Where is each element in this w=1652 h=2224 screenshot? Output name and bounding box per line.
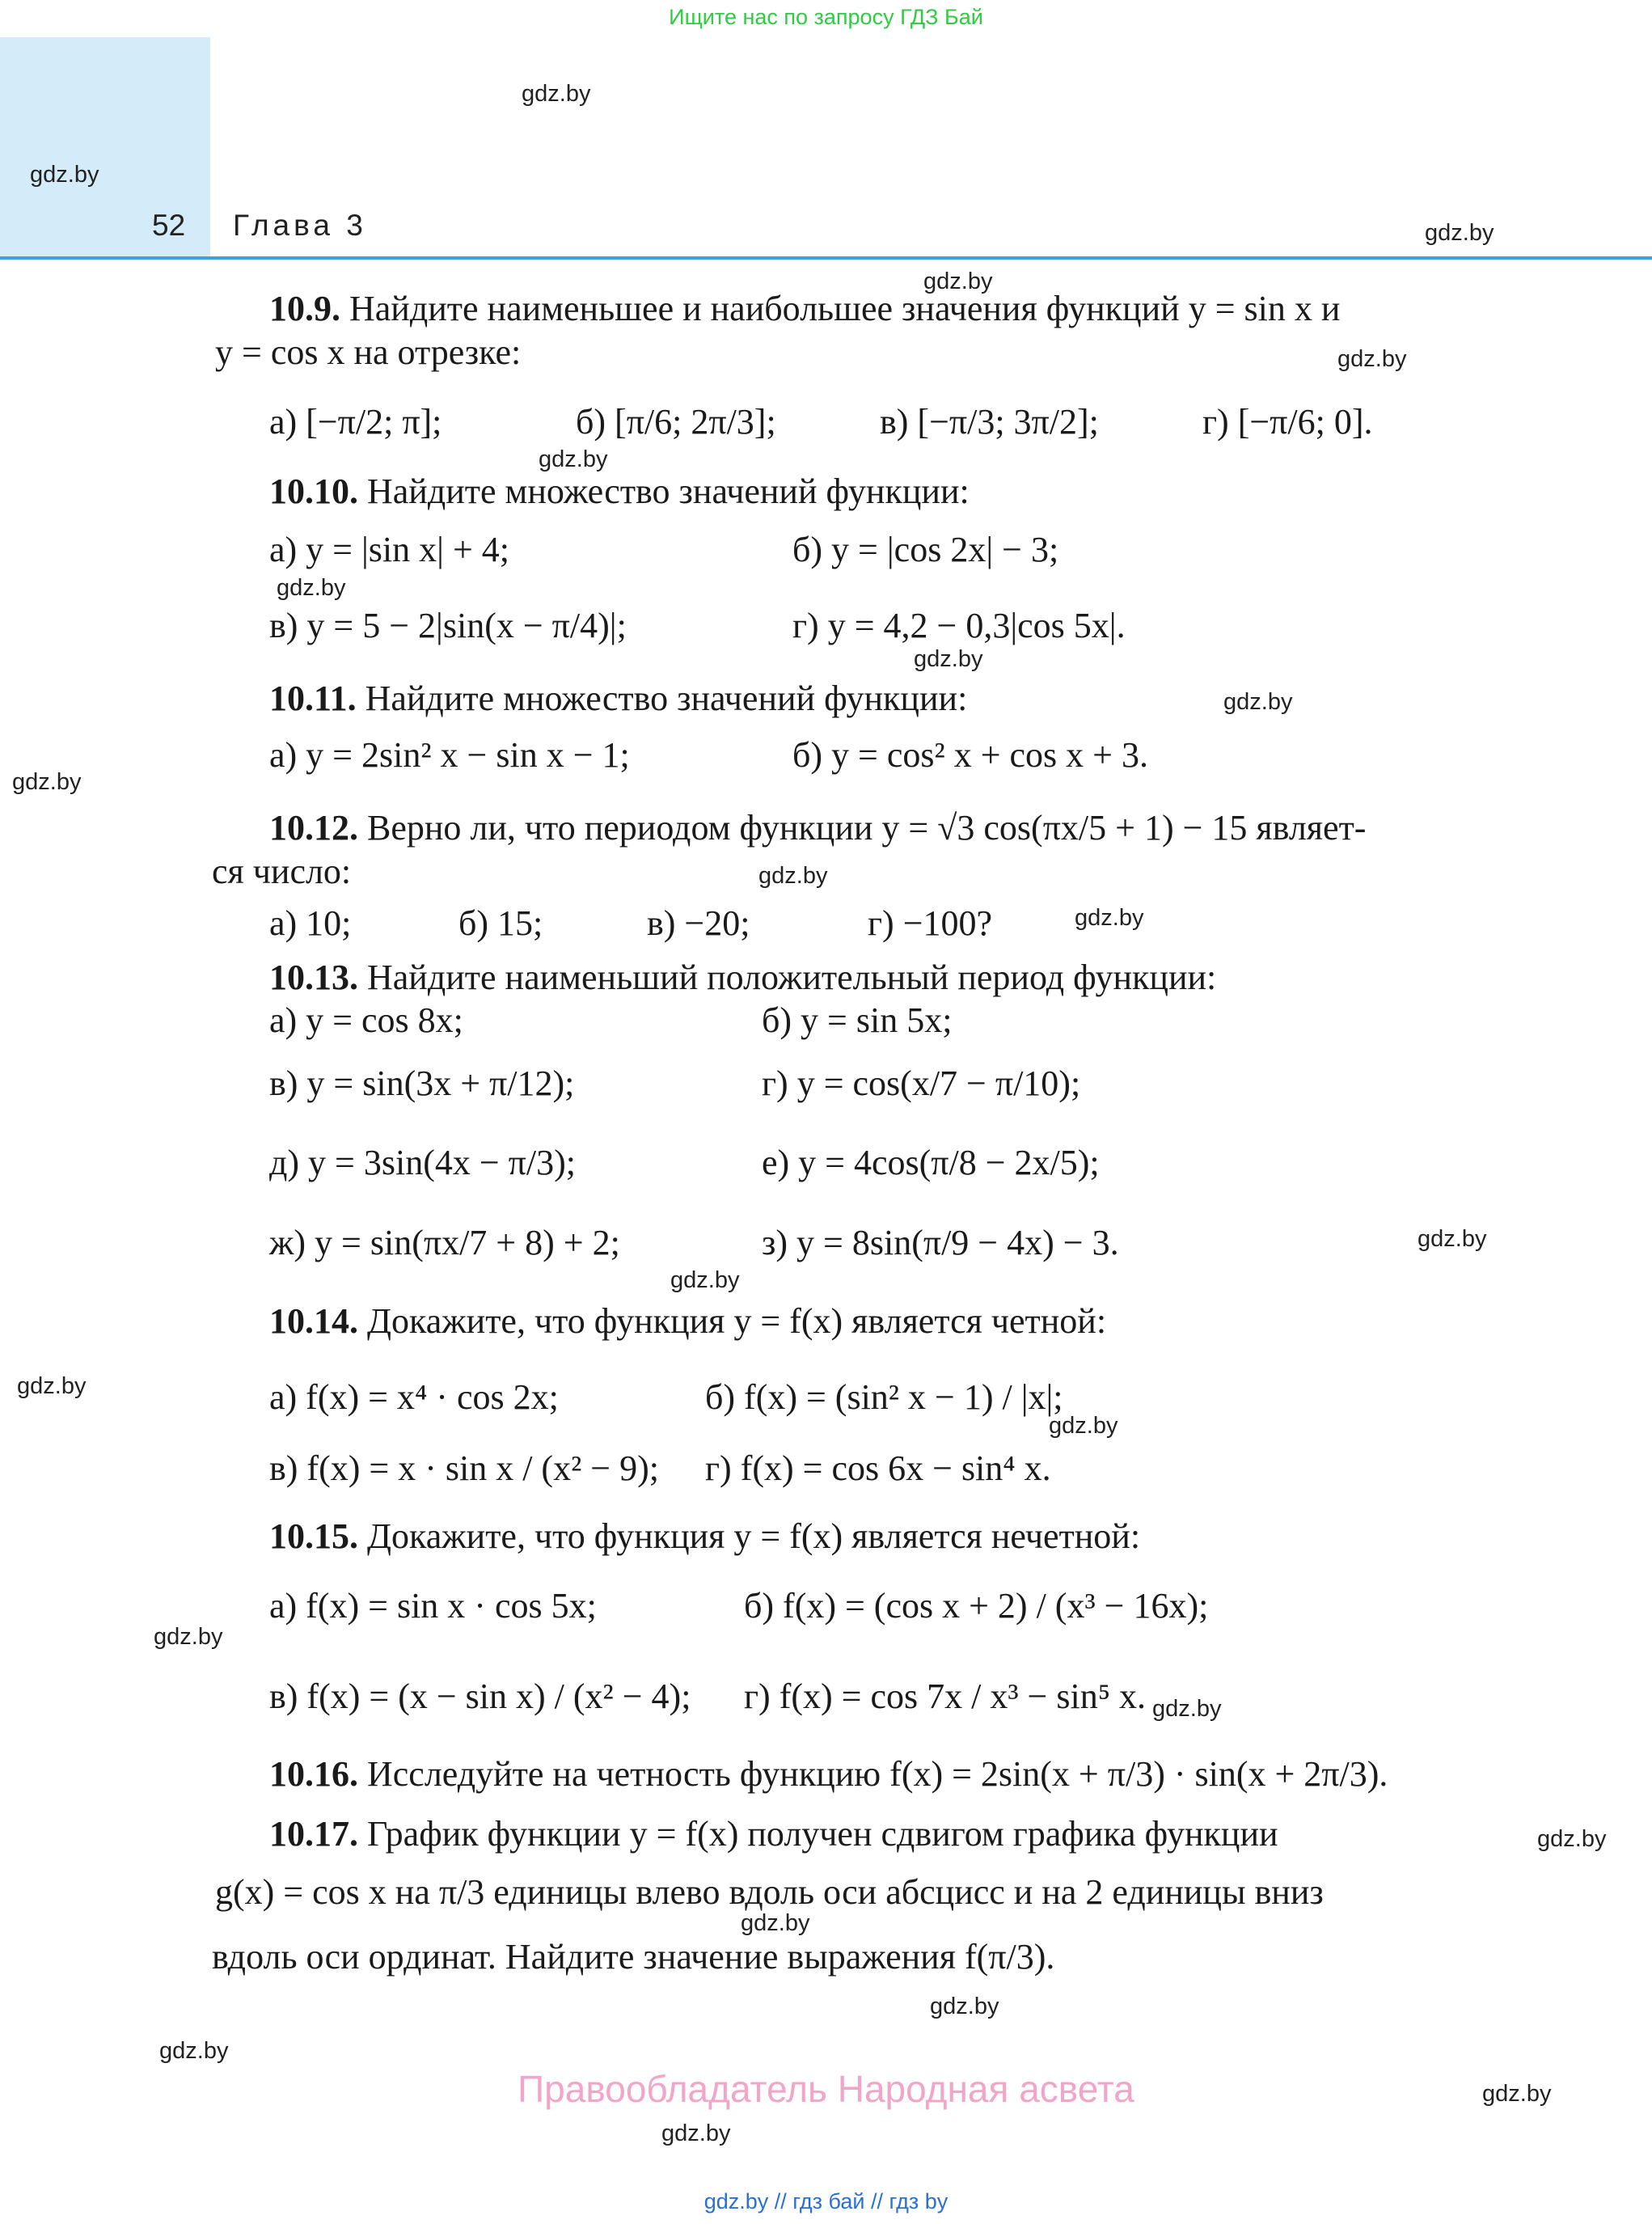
- problem-text: Исследуйте на четность функцию f(x) = 2sin(x + π/3) · sin(x + 2π/3).: [367, 1754, 1388, 1794]
- problem-10-17-line3: вдоль оси ординат. Найдите значение выражения f(π/3).: [212, 1937, 1055, 1977]
- problem-text: Найдите множество значений функции:: [367, 471, 970, 511]
- problem-10-16-line1: [269, 1754, 1388, 1794]
- problem-10-13-item-g: ж) y = sin(πx/7 + 8) + 2;: [269, 1223, 620, 1262]
- problem-10-12-line2: ся число:: [212, 852, 352, 891]
- watermark: gdz.by: [1425, 220, 1494, 246]
- watermark: gdz.by: [914, 646, 983, 672]
- problem-10-12-line1: [269, 810, 1366, 846]
- problem-text: Верно ли, что периодом функции y = √3 cos(πx/5 + 1) − 15 являет-: [367, 808, 1367, 848]
- problem-10-12-item-a: а) 10;: [269, 903, 352, 943]
- problem-10-12-item-d: г) −100?: [868, 903, 993, 943]
- problem-10-15-item-c: в) f(x) = (x − sin x) / (x² − 4);: [269, 1676, 691, 1716]
- problem-10-10-item-c: в) y = 5 − 2|sin(x − π/4)|;: [269, 606, 627, 645]
- problem-10-14-item-b: б) f(x) = (sin² x − 1) / |x|;: [705, 1377, 1063, 1417]
- problem-10-9-item-a: а) [−π/2; π];: [269, 402, 442, 442]
- watermark: gdz.by: [1049, 1413, 1118, 1439]
- problem-10-15-line1: [269, 1516, 1141, 1556]
- problem-10-10-line1: [269, 471, 970, 511]
- problem-10-15-item-b: б) f(x) = (cos x + 2) / (x³ − 16x);: [744, 1586, 1209, 1626]
- problem-10-9-line1: [269, 291, 1340, 327]
- problem-10-13-item-b: б) y = sin 5x;: [762, 1000, 953, 1040]
- watermark: gdz.by: [159, 2038, 229, 2064]
- copyright-notice: Правообладатель Народная асвета: [518, 2068, 1134, 2110]
- problem-10-15-item-d: г) f(x) = cos 7x / x³ − sin⁵ x.: [744, 1676, 1147, 1716]
- page-number: 52: [152, 209, 186, 242]
- problem-text: Найдите множество значений функции:: [365, 679, 968, 718]
- watermark: gdz.by: [1482, 2081, 1552, 2107]
- problem-10-9-item-b: б) [π/6; 2π/3];: [576, 402, 776, 442]
- problem-number: 10.10.: [269, 471, 358, 511]
- watermark: gdz.by: [1537, 1826, 1607, 1852]
- watermark: gdz.by: [741, 1910, 810, 1936]
- watermark: gdz.by: [1418, 1226, 1487, 1252]
- problem-10-15-item-a: а) f(x) = sin x · cos 5x;: [269, 1586, 597, 1626]
- problem-10-9-item-c: в) [−π/3; 3π/2];: [880, 402, 1099, 442]
- problem-text: График функции y = f(x) получен сдвигом графика функции: [367, 1814, 1278, 1854]
- problem-10-11-item-b: б) y = cos² x + cos x + 3.: [792, 735, 1148, 775]
- watermark: gdz.by: [277, 575, 346, 601]
- watermark: gdz.by: [1152, 1696, 1222, 1722]
- watermark: gdz.by: [758, 863, 828, 889]
- problem-10-13-line1: [269, 960, 1216, 996]
- problem-10-13-item-e: д) y = 3sin(4x − π/3);: [269, 1143, 576, 1182]
- problem-text: Найдите наименьшее и наибольшее значения функций y = sin x и: [349, 289, 1341, 328]
- watermark: gdz.by: [670, 1267, 740, 1293]
- problem-10-10-item-d: г) y = 4,2 − 0,3|cos 5x|.: [792, 606, 1126, 645]
- problem-10-12-item-c: в) −20;: [647, 903, 750, 943]
- watermark: gdz.by: [539, 446, 608, 472]
- watermark: gdz.by: [1223, 689, 1293, 715]
- problem-number: 10.17.: [269, 1814, 358, 1854]
- problem-10-17-line1: [269, 1816, 1278, 1852]
- problem-10-14-item-c: в) f(x) = x · sin x / (x² − 9);: [269, 1448, 659, 1488]
- problem-10-13-item-c: в) y = sin(3x + π/12);: [269, 1063, 575, 1103]
- problem-number: 10.12.: [269, 808, 358, 848]
- footer-links[interactable]: gdz.by // гдз бай // гдз by: [703, 2189, 949, 2213]
- problem-10-14-item-a: а) f(x) = x⁴ · cos 2x;: [269, 1377, 559, 1417]
- problem-10-10-item-a: а) y = |sin x| + 4;: [269, 530, 509, 569]
- problem-10-11-item-a: а) y = 2sin² x − sin x − 1;: [269, 735, 630, 775]
- problem-text: Докажите, что функция y = f(x) является нечетной:: [367, 1516, 1141, 1556]
- watermark: gdz.by: [1337, 346, 1407, 372]
- problem-10-17-line2: g(x) = cos x на π/3 единицы влево вдоль оси абсцисс и на 2 единицы вниз: [215, 1872, 1324, 1912]
- problem-number: 10.9.: [269, 289, 340, 328]
- problem-10-13-item-a: а) y = cos 8x;: [269, 1000, 463, 1040]
- problem-10-14-line1: [269, 1301, 1107, 1341]
- problem-10-9-item-d: г) [−π/6; 0].: [1202, 402, 1373, 442]
- watermark: gdz.by: [17, 1373, 87, 1399]
- problem-number: 10.14.: [269, 1301, 358, 1341]
- problem-10-11-line1: [269, 681, 967, 717]
- watermark: gdz.by: [154, 1624, 223, 1650]
- watermark: gdz.by: [1075, 905, 1144, 931]
- problem-number: 10.16.: [269, 1754, 358, 1794]
- problem-number: 10.11.: [269, 679, 357, 718]
- problem-text: Докажите, что функция y = f(x) является четной:: [367, 1301, 1107, 1341]
- problem-10-12-item-b: б) 15;: [458, 903, 543, 943]
- chapter-title: Глава 3: [233, 209, 367, 242]
- watermark: gdz.by: [30, 162, 99, 188]
- problem-10-13-item-d: г) y = cos(x/7 − π/10);: [762, 1063, 1081, 1103]
- problem-10-13-item-f: е) y = 4cos(π/8 − 2x/5);: [762, 1143, 1100, 1182]
- header-rule: [0, 256, 1652, 260]
- problem-10-9-line2: y = cos x на отрезке:: [215, 332, 522, 372]
- problem-10-13-item-h: з) y = 8sin(π/9 − 4x) − 3.: [762, 1223, 1119, 1262]
- problem-text: Найдите наименьший положительный период функции:: [367, 958, 1217, 997]
- problem-number: 10.13.: [269, 958, 358, 997]
- watermark: gdz.by: [930, 1994, 999, 2019]
- top-search-link[interactable]: Ищите нас по запросу ГДЗ Бай: [669, 5, 983, 29]
- problem-10-14-item-d: г) f(x) = cos 6x − sin⁴ x.: [705, 1448, 1051, 1488]
- watermark: gdz.by: [522, 81, 591, 107]
- watermark: gdz.by: [12, 769, 82, 795]
- problem-number: 10.15.: [269, 1516, 358, 1556]
- watermark: gdz.by: [923, 268, 993, 294]
- watermark: gdz.by: [661, 2120, 731, 2146]
- problem-10-10-item-b: б) y = |cos 2x| − 3;: [792, 530, 1059, 569]
